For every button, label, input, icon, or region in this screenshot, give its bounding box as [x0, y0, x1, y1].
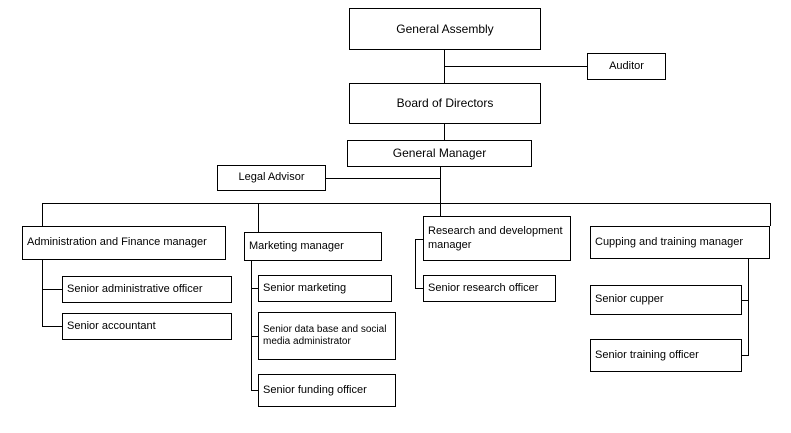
node-senior-research-officer[interactable]: Senior research officer — [423, 275, 556, 302]
node-general-assembly[interactable]: General Assembly — [349, 8, 541, 50]
connector-admin-to-senior-admin — [42, 289, 62, 290]
connector-cupping-to-senior-cupper — [742, 300, 749, 301]
connector-cupping-to-training — [742, 355, 749, 356]
connector-research-spine — [415, 239, 416, 289]
connector-marketing-spine — [251, 261, 252, 391]
connector-manager-trunk-down — [440, 167, 441, 203]
connector-bus-to-marketing — [258, 203, 259, 232]
connector-bus-to-research — [440, 203, 441, 216]
connector-marketing-to-funding — [251, 390, 258, 391]
node-senior-marketing[interactable]: Senior marketing — [258, 275, 392, 302]
connector-cupping-spine — [748, 259, 749, 356]
node-senior-admin-officer[interactable]: Senior administrative officer — [62, 276, 232, 303]
connector-research-link — [415, 239, 423, 240]
node-admin-finance-manager[interactable]: Administration and Finance manager — [22, 226, 226, 260]
node-senior-cupper[interactable]: Senior cupper — [590, 285, 742, 315]
node-general-manager[interactable]: General Manager — [347, 140, 532, 167]
connector-marketing-to-senior-mkt — [251, 288, 258, 289]
connector-legal-advisor-link — [326, 178, 440, 179]
node-cupping-training-manager[interactable]: Cupping and training manager — [590, 226, 770, 259]
node-legal-advisor[interactable]: Legal Advisor — [217, 165, 326, 191]
connector-board-to-manager — [444, 124, 445, 140]
node-senior-funding-officer[interactable]: Senior funding officer — [258, 374, 396, 407]
node-marketing-manager[interactable]: Marketing manager — [244, 232, 382, 261]
node-research-dev-manager[interactable]: Research and development manager — [423, 216, 571, 261]
connector-main-bus — [42, 203, 770, 204]
connector-research-to-senior — [415, 288, 423, 289]
connector-assembly-to-auditor-stub — [444, 66, 587, 67]
node-senior-accountant[interactable]: Senior accountant — [62, 313, 232, 340]
node-board-of-directors[interactable]: Board of Directors — [349, 83, 541, 124]
node-senior-training-officer[interactable]: Senior training officer — [590, 339, 742, 372]
connector-bus-to-cupping — [770, 203, 771, 226]
connector-admin-to-accountant — [42, 326, 62, 327]
connector-bus-to-admin — [42, 203, 43, 226]
connector-admin-spine — [42, 260, 43, 327]
node-senior-database-social[interactable]: Senior data base and social media administrator — [258, 312, 396, 360]
node-auditor[interactable]: Auditor — [587, 53, 666, 80]
connector-marketing-to-database — [251, 336, 258, 337]
